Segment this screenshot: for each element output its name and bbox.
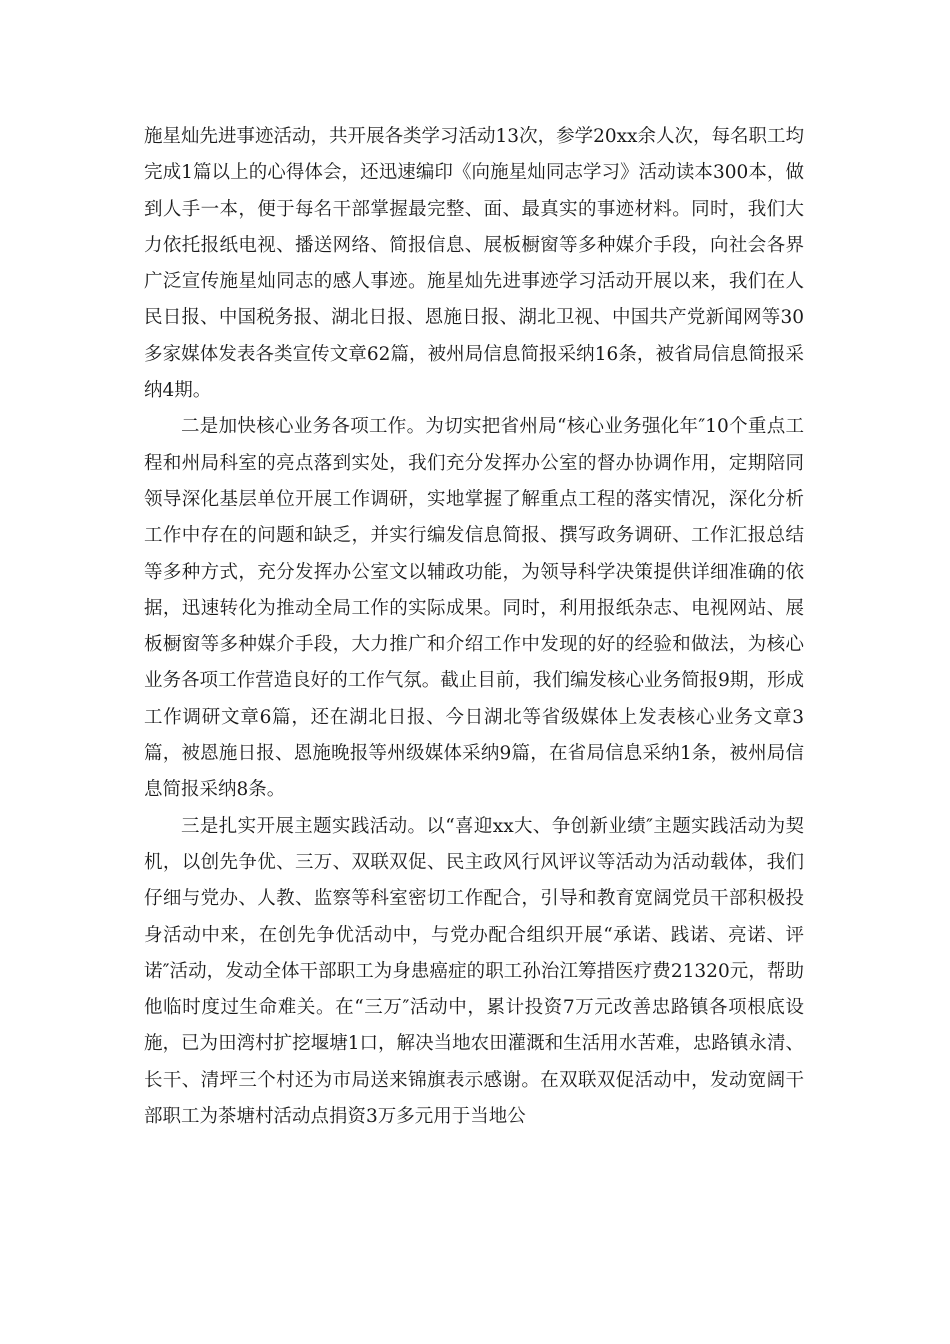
paragraph-3: 三是扎实开展主题实践活动。以“喜迎xx大、争创新业绩″主题实践活动为契机，以创先争优、三万、双联双促、民主政风行风评议等活动为活动载体，我们仔细与党办、人教、监察等科室密切工作配合，引导和教育宽阔党员干部积极投身活动中来，在创先争优活动中，与党办配合组织开展“承诺、践诺、亮诺、评诺″活动，发动全体干部职工为身患癌症的职工孙治江筹措医疗费21320元，帮助他临时度过生命难关。在“三万″活动中，累计投资7万元改善忠路镇各项根底设施，已为田湾村扩挖堰塘1口，解决当地农田灌溉和生活用水苦难，忠路镇永清、长干、清坪三个村还为市局送来锦旗表示感谢。在双联双促活动中，发动宽阔干部职工为茶塘村活动点捐资3万多元用于当地公: [144, 815, 804, 1128]
paragraph-1: 施星灿先进事迹活动，共开展各类学习活动13次，参学20xx余人次，每名职工均完成1篇以上的心得体会，还迅速编印《向施星灿同志学习》活动读本300本，做到人手一本，便于每名干部掌握最完整、面、最真实的事迹材料。同时，我们大力依托报纸电视、播送网络、简报信息、展板橱窗等多种媒介手段，向社会各界广泛宣传施星灿同志的感人事迹。施星灿先进事迹学习活动开展以来，我们在人民日报、中国税务报、湖北日报、恩施日报、湖北卫视、中国共产党新闻网等30多家媒体发表各类宣传文章62篇，被州局信息简报采纳16条，被省局信息简报采纳4期。: [144, 126, 804, 402]
paragraph-2: 二是加快核心业务各项工作。为切实把省州局“核心业务强化年″10个重点工程和州局科室的亮点落到实处，我们充分发挥办公室的督办协调作用，定期陪同领导深化基层单位开展工作调研，实地掌握了解重点工程的落实情况，深化分析工作中存在的问题和缺乏，并实行编发信息简报、撰写政务调研、工作汇报总结等多种方式，充分发挥办公室文以辅政功能，为领导科学决策提供详细准确的依据，迅速转化为推动全局工作的实际成果。同时，利用报纸杂志、电视网站、展板橱窗等多种媒介手段，大力推广和介绍工作中发现的好的经验和做法，为核心业务各项工作营造良好的工作气氛。截止目前，我们编发核心业务简报9期，形成工作调研文章6篇，还在湖北日报、今日湖北等省级媒体上发表核心业务文章3篇，被恩施日报、恩施晚报等州级媒体采纳9篇，在省局信息采纳1条，被州局信息简报采纳8条。: [144, 416, 804, 801]
document-body: [144, 119, 804, 1135]
